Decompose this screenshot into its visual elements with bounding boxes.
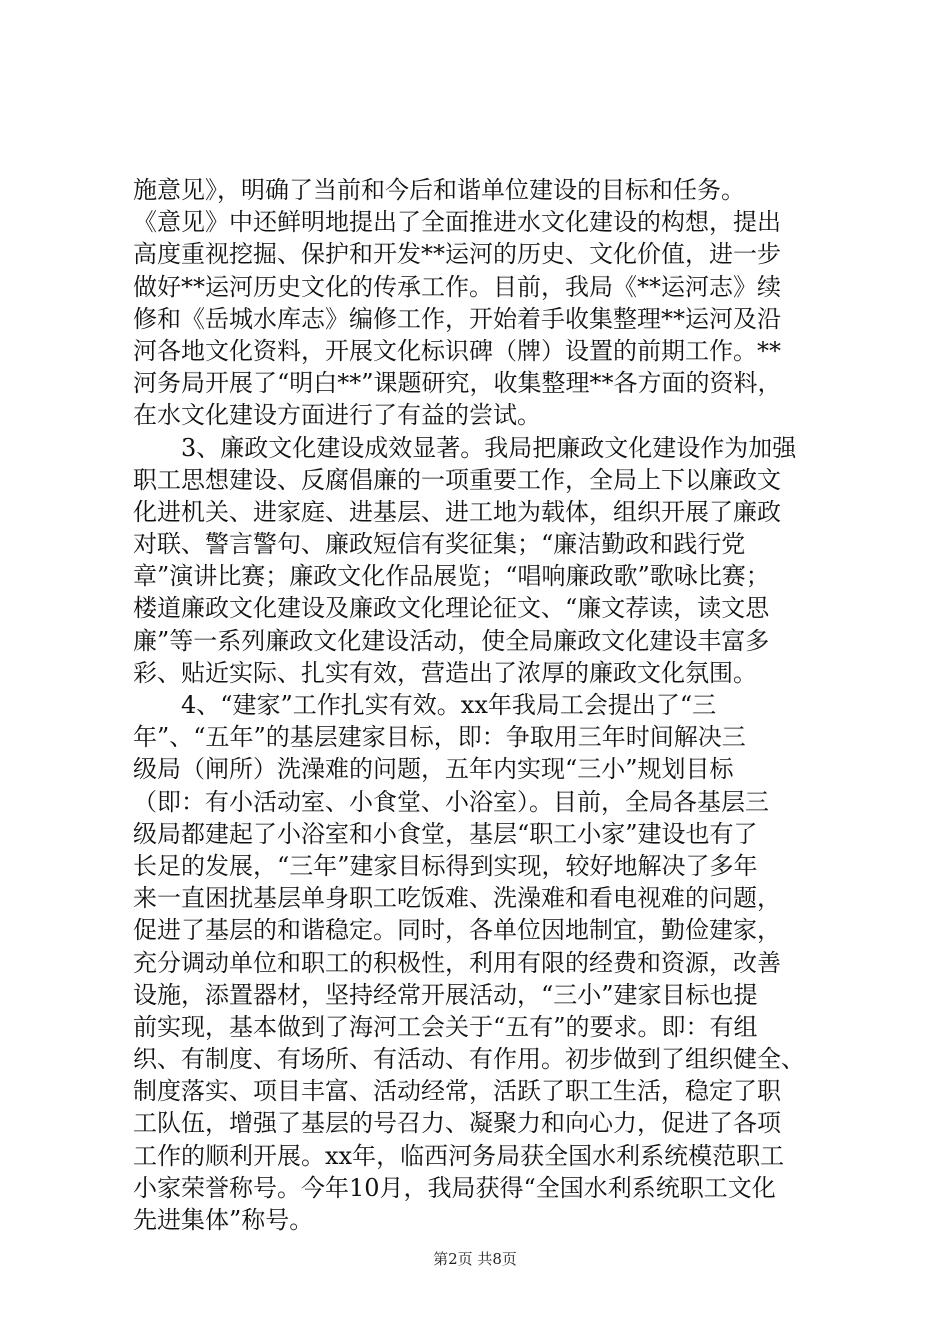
text-line: 工作的顺利开展。xx年，临西河务局获全国水利系统模范职工: [133, 1141, 785, 1170]
text-line: 高度重视挖掘、保护和开发**运河的历史、文化价值，进一步: [133, 240, 781, 269]
text-line: 先进集体”称号。: [133, 1206, 314, 1234]
text-line: 楼道廉政文化建设及廉政文化理论征文、“廉文荐读，读文思: [133, 594, 770, 623]
text-line: 做好**运河历史文化的传承工作。目前，我局《**运河志》续: [133, 272, 781, 301]
text-line: 廉”等一系列廉政文化建设活动，使全局廉政文化建设丰富多: [133, 626, 770, 655]
text-line: 河各地文化资料，开展文化标识碑（牌）设置的前期工作。**: [133, 336, 781, 365]
text-line: 织、有制度、有场所、有活动、有作用。初步做到了组织健全、: [133, 1045, 805, 1074]
text-line: 章”演讲比赛；廉政文化作品展览；“唱响廉政歌”歌咏比赛；: [133, 562, 770, 591]
text-line: 化进机关、进家庭、进基层、进工地为载体，组织开展了廉政: [133, 497, 781, 526]
page-footer: 第2页 共8页: [433, 1250, 517, 1268]
text-line: 3、廉政文化建设成效显著。我局把廉政文化建设作为加强: [133, 433, 797, 462]
text-line: 《意见》中还鲜明地提出了全面推进水文化建设的构想，提出: [133, 208, 781, 237]
text-line: 施意见》，明确了当前和今后和谐单位建设的目标和任务。: [133, 176, 745, 204]
text-line: 促进了基层的和谐稳定。同时，各单位因地制宜，勤俭建家，: [133, 916, 781, 945]
text-line: 充分调动单位和职工的积极性，利用有限的经费和资源，改善: [133, 948, 781, 977]
text-line: 小家荣誉称号。今年10月，我局获得“全国水利系统职工文化: [133, 1173, 776, 1202]
text-line: 制度落实、项目丰富、活动经常，活跃了职工生活，稳定了职: [133, 1077, 781, 1106]
text-line: 设施，添置器材，坚持经常开展活动，“三小”建家目标也提: [133, 980, 758, 1009]
text-line: 长足的发展，“三年”建家目标得到实现，较好地解决了多年: [133, 851, 758, 880]
text-line: 来一直困扰基层单身职工吃饭难、洗澡难和看电视难的问题，: [133, 884, 781, 913]
text-line: 前实现，基本做到了海河工会关于“五有”的要求。即：有组: [133, 1012, 758, 1041]
text-line: 彩、贴近实际、扎实有效，营造出了浓厚的廉政文化氛围。: [133, 658, 757, 687]
text-line: 级局都建起了小浴室和小食堂，基层“职工小家”建设也有了: [133, 819, 758, 848]
body-text: [133, 174, 845, 1236]
text-line: （即：有小活动室、小食堂、小浴室）。目前，全局各基层三: [133, 787, 769, 816]
text-line: 年”、“五年”的基层建家目标，即：争取用三年时间解决三: [133, 723, 746, 752]
text-line: 级局（闸所）洗澡难的问题，五年内实现“三小”规划目标: [133, 755, 734, 784]
text-line: 对联、警言警句、廉政短信有奖征集；“廉洁勤政和践行党: [133, 530, 746, 559]
text-line: 职工思想建设、反腐倡廉的一项重要工作，全局上下以廉政文: [133, 465, 781, 494]
text-line: 修和《岳城水库志》编修工作，开始着手收集整理**运河及沿: [133, 304, 781, 333]
text-line: 工队伍，增强了基层的号召力、凝聚力和向心力，促进了各项: [133, 1109, 781, 1138]
text-line: 在水文化建设方面进行了有益的尝试。: [133, 401, 541, 430]
text-line: 4、“建家”工作扎实有效。xx年我局工会提出了“三: [133, 691, 717, 719]
text-line: 河务局开展了“明白**”课题研究，收集整理**各方面的资料，: [133, 369, 782, 398]
